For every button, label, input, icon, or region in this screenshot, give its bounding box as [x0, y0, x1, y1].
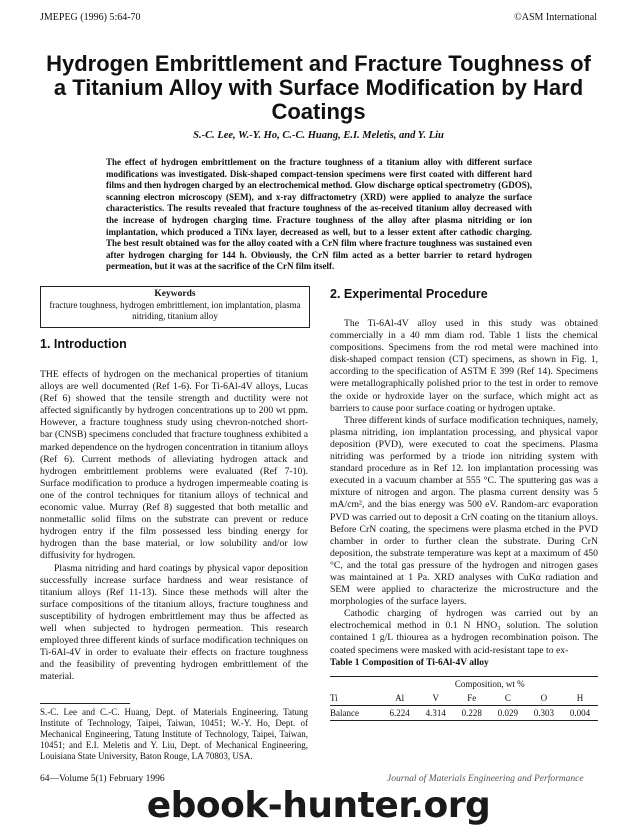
table-cell: 4.314: [418, 706, 454, 721]
table-header-cell: Ti: [330, 691, 382, 706]
paragraph: Three different kinds of surface modification techniques, namely, plasma nitriding, ion implantation processing, and physical vapor deposition (PVD), were executed to coat the specimens. Plasma nitriding was performed by a triode ion nitriding system with standard procedure as in Ref 12. Ion implantation processing was executed in a vacuum chamber at 555 °C. The sputtering gas was a mixture of nitrogen and argon. The plasma current density was 5 mA/cm², and the bias energy was 500 eV. Random-arc evaporation PVD was carried out to deposit a CrN coating on the titanium alloys. Before CrN coating, the specimens were plasma etched in the PVD chamber in order to further clean the substrate. During CrN deposition, the substrate temperature was kept at a maximum of 450 °C, and the total gas pressure of the hydrogen and nitrogen gases was maintained at 1 Pa. XRD analyses with CuKα radiation and SEM were applied to characterize the microstructure and the morphologies of the surface layers.: [330, 414, 598, 608]
paragraph: Plasma nitriding and hard coatings by physical vapor deposition successfully increase surface hardness and wear resistance of titanium alloys (Ref 11-13). Since these methods will alter the surface compositions of the titanium alloys, fracture toughness and susceptibility of hydrogen embrittlement may thus be affected as well when subjected to hydrogen permeation. This research employed three different kinds of surface modification techniques on Ti-6Al-4V in order to evaluate their effects on fracture toughness and the feasibility of preventing hydrogen embrittlement of the material.: [40, 562, 308, 683]
table-header-cell: Fe: [454, 691, 490, 706]
table-cell: 6.224: [382, 706, 418, 721]
table-cell: 0.303: [526, 706, 562, 721]
journal-id: JMEPEG (1996) 5:64-70: [40, 12, 141, 23]
section-1-heading: 1. Introduction: [40, 337, 127, 351]
paragraph: The Ti-6Al-4V alloy used in this study was obtained commercially in a 40 mm diam rod. Table 1 lists the chemical compositions. Specimens from the rod metal were machined into disk-shaped compact tension (CT) specimens, as shown in Fig. 1, according to the specification of ASTM E 399 (Ref 14). Specimens were metallographically polished prior to the test in order to remove the oxide or hydroxide layer on the surface, which might act as barriers to cause poor surface coating or hydrogen uptake.: [330, 318, 598, 414]
page-footer-volume: 64—Volume 5(1) February 1996: [40, 774, 165, 784]
paragraph: THE effects of hydrogen on the mechanical properties of titanium alloys are well documented (Ref 1-6). For Ti-6Al-4V alloys, Lucas (Ref 6) showed that the tensile strength and ductility were not affected significantly by hydrogen concentrations up to 200 wt ppm. However, a fracture toughness study using chevron-notched short-bar (CNSB) specimens concluded that fracture toughness exhibited a marked dependence on the hydrogen concentration in titanium alloys (Ref 6). Current methods of alleviating hydrogen attack and hydrogen embrittlement problems were evaluated (Ref 7-10). Surface modification to produce a hydrogen impermeable coating is one of the control techniques for titanium alloys of technical and economic value. Murray (Ref 8) suggested that both metallic and nonmetallic solid films on the substrate can prevent or reduce hydrogen entry if the film possessed less binding energy for hydrogen than the base material, or low solubility and/or low diffusivity for hydrogen.: [40, 369, 308, 562]
table-header-cell: H: [562, 691, 598, 706]
table-cell: Balance: [330, 706, 382, 721]
keywords-box: [40, 286, 310, 328]
author-affiliations: S.-C. Lee and C.-C. Huang, Dept. of Materials Engineering, Tatung Institute of Technology, Taipei, Taiwan, 10451; W.-Y. Ho, Dept. of Mechanical Engineering, Tatung Institute of Technology, Taipei, Taiwan, 10451; and E.I. Meletis and Y. Liu, Dept. of Mechanical Engineering, Louisiana State University, Baton Rouge, LA 70803, USA.: [40, 707, 308, 761]
section-2-body: [330, 318, 598, 657]
table-cell: 0.004: [562, 706, 598, 721]
footnote-rule: [40, 703, 130, 704]
composition-table: [330, 676, 598, 721]
table-header-cell: O: [526, 691, 562, 706]
paper-title: Hydrogen Embrittlement and Fracture Toughness of a Titanium Alloy with Surface Modification by Hard Coatings: [46, 51, 591, 124]
paragraph: Cathodic charging of hydrogen was carried out by an electrochemical method in 0.1 N HNO₃ solution. The solution contained 1 g/L thiourea as a hydrogen recombination poison. The coated specimens were masked with acid-resistant tape to ex-: [330, 608, 598, 656]
table-group-header: Composition, wt %: [382, 677, 598, 692]
table-cell: 0.029: [490, 706, 526, 721]
table-header-cell: Al: [382, 691, 418, 706]
table-row: [330, 706, 598, 721]
copyright: ©ASM International: [514, 12, 597, 23]
section-2-heading: 2. Experimental Procedure: [330, 287, 488, 301]
keywords-title: Keywords: [154, 289, 196, 299]
table-header-cell: V: [418, 691, 454, 706]
page-footer-journal: Journal of Materials Engineering and Performance: [387, 774, 584, 784]
section-1-body: [40, 369, 308, 683]
keywords-text: fracture toughness, hydrogen embrittlement, ion implantation, plasma nitriding, titanium alloy: [49, 300, 301, 321]
table-cell: 0.228: [454, 706, 490, 721]
authors: S.-C. Lee, W.-Y. Ho, C.-C. Huang, E.I. Meletis, and Y. Liu: [193, 130, 444, 141]
table-caption: Table 1 Composition of Ti-6Al-4V alloy: [330, 658, 489, 668]
watermark: ebook-hunter.org: [146, 785, 491, 826]
abstract: The effect of hydrogen embrittlement on the fracture toughness of a titanium alloy with different surface modifications was investigated. Disk-shaped compact-tension specimens were first coated with different hard films and then hydrogen charged by an electrochemical method. Glow discharge optical spectrometry (GDOS), scanning electron microscopy (SEM), and x-ray diffractometry (XRD) were applied to analyze the surface characteristics. The results revealed that fracture toughness of the as-received titanium alloy decreased with the increase of hydrogen charging time. Fracture toughness of the alloy after plasma nitriding or ion implantation, which produced a TiNx layer, decreased as well, but to a lesser extent after cathodic charging. The best result obtained was for the alloy coated with a CrN film where fracture toughness was sustained even after hydrogen charging for 144 h. Obviously, the CrN film acted as a better barrier to retard hydrogen permeation, but it was at the sacrifice of the CrN film itself.: [106, 157, 532, 272]
table-header-cell: C: [490, 691, 526, 706]
